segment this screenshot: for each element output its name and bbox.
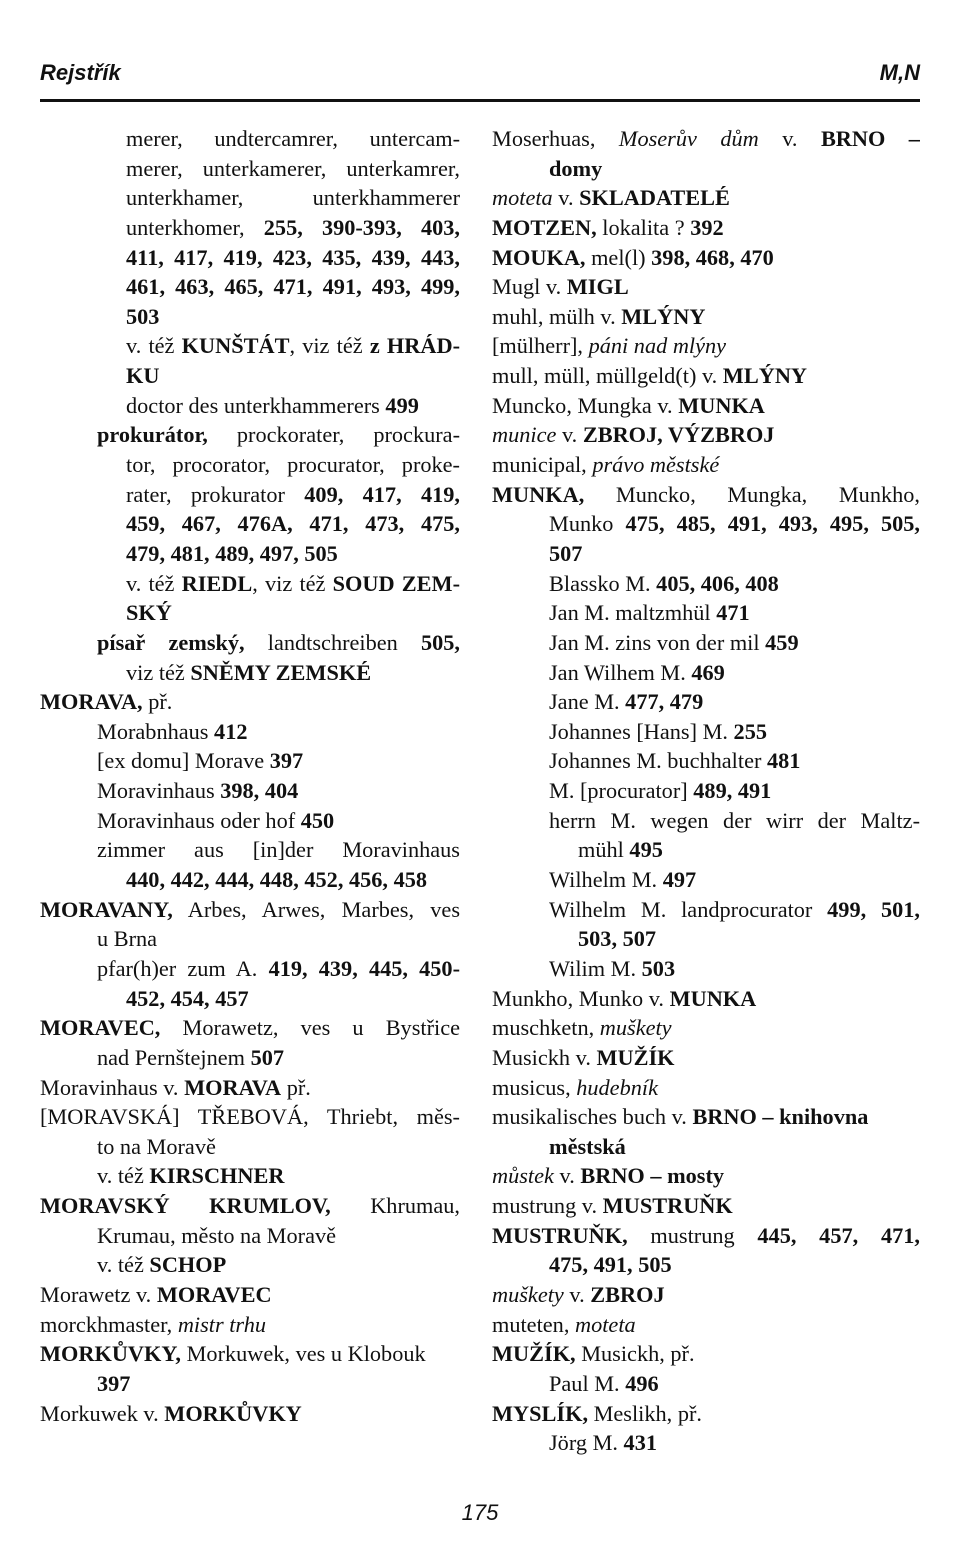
index-line: pfar(h)er zum A. 419, 439, 445, 450- xyxy=(97,955,460,981)
index-line: Johannes M. buchhalter 481 xyxy=(549,748,801,774)
index-column-right xyxy=(492,124,920,1458)
index-line: mustrung v. MUSTRUŇK xyxy=(492,1193,733,1219)
index-line: v. též SCHOP xyxy=(97,1252,227,1278)
index-line: MUŽÍK, Musickh, př. xyxy=(492,1341,695,1367)
index-line: 397 xyxy=(97,1370,131,1396)
index-line: rater, prokurator 409, 417, 419, xyxy=(126,481,460,507)
index-line: Munkho, Munko v. MUNKA xyxy=(492,985,757,1011)
index-line: Jan M. zins von der mil 459 xyxy=(549,629,799,655)
index-line: 411, 417, 419, 423, 435, 439, 443, xyxy=(126,244,460,270)
index-line: [mülherr], páni nad mlýny xyxy=(492,333,727,359)
index-line: 475, 491, 505 xyxy=(549,1252,672,1278)
index-line: 479, 481, 489, 497, 505 xyxy=(126,540,338,566)
index-line: v. též KUNŠTÁT, viz též z HRÁD- xyxy=(126,333,460,359)
index-column-left xyxy=(40,124,460,1428)
index-line: [ex domu] Morave 397 xyxy=(97,748,304,774)
index-line: MOTZEN, lokalita ? 392 xyxy=(492,214,724,240)
index-line: to na Moravě xyxy=(97,1133,216,1159)
index-line: Morawetz v. MORAVEC xyxy=(40,1281,272,1307)
index-line: M. [procurator] 489, 491 xyxy=(549,778,772,804)
index-line: Munko 475, 485, 491, 493, 495, 505, xyxy=(549,511,920,537)
index-line: herrn M. wegen der wirr der Maltz- xyxy=(549,807,920,833)
index-line: mühl 495 xyxy=(578,837,663,863)
index-line: munice v. ZBROJ, VÝZBROJ xyxy=(492,422,775,448)
index-line: doctor des unterkhammerers 499 xyxy=(126,392,419,418)
index-line: v. též KIRSCHNER xyxy=(97,1163,285,1189)
index-line: merer, unterkamerer, unterkamrer, xyxy=(126,155,460,181)
index-line: Moravinhaus oder hof 450 xyxy=(97,807,335,833)
index-line: muschketn, muškety xyxy=(492,1015,672,1041)
index-line: 507 xyxy=(549,540,583,566)
index-line: SKÝ xyxy=(126,600,172,626)
index-line: písař zemský, landtschreiben 505, xyxy=(97,629,460,655)
index-line: městská xyxy=(549,1133,626,1159)
index-line: KU xyxy=(126,363,160,389)
index-line: 459, 467, 476A, 471, 473, 475, xyxy=(126,511,460,537)
index-line: Moravinhaus 398, 404 xyxy=(97,778,299,804)
index-line: unterkhomer, 255, 390-393, 403, xyxy=(126,214,460,240)
index-line: MORKŮVKY, Morkuwek, ves u Klobouk xyxy=(40,1341,426,1367)
index-line: 452, 454, 457 xyxy=(126,985,249,1011)
index-line: musicus, hudebník xyxy=(492,1074,658,1100)
index-line: muškety v. ZBROJ xyxy=(492,1281,665,1307)
index-line: MORAVANY, Arbes, Arwes, Marbes, ves xyxy=(40,896,460,922)
page-number: 175 xyxy=(461,1500,499,1525)
index-line: Wilhelm M. landprocurator 499, 501, xyxy=(549,896,920,922)
index-line: 503 xyxy=(126,303,160,329)
index-line: Jan Wilhem M. 469 xyxy=(549,659,725,685)
index-line: Morabnhaus 412 xyxy=(97,718,248,744)
index-line: muhl, mülh v. MLÝNY xyxy=(492,303,706,329)
running-header-left: Rejstřík xyxy=(40,60,121,85)
index-line: Blassko M. 405, 406, 408 xyxy=(549,570,779,596)
index-line: Wilhelm M. 497 xyxy=(549,867,697,893)
index-line: Johannes [Hans] M. 255 xyxy=(549,718,767,744)
index-line: můstek v. BRNO – mosty xyxy=(492,1163,725,1189)
index-line: unterkhamer, unterkhammerer xyxy=(126,185,460,211)
index-line: domy xyxy=(549,155,603,181)
index-line: municipal, právo městské xyxy=(492,452,720,478)
index-line: [MORAVSKÁ] TŘEBOVÁ, Thriebt, měs- xyxy=(40,1104,460,1130)
index-line: 503, 507 xyxy=(578,926,657,952)
running-header-right: M,N xyxy=(879,60,920,85)
index-line: Musickh v. MUŽÍK xyxy=(492,1044,675,1070)
index-line: nad Pernštejnem 507 xyxy=(97,1044,285,1070)
header-rule xyxy=(40,99,920,102)
index-line: Morkuwek v. MORKŮVKY xyxy=(40,1400,302,1426)
index-line: moteta v. SKLADATELÉ xyxy=(492,185,730,211)
index-line: merer, undtercamrer, untercam- xyxy=(126,126,460,151)
index-line: Jörg M. 431 xyxy=(549,1430,657,1456)
index-line: tor, procorator, procurator, proke- xyxy=(126,452,460,478)
index-line: Moravinhaus v. MORAVA př. xyxy=(40,1074,311,1100)
index-line: Moserhuas, Moserův dům v. BRNO – xyxy=(492,126,920,151)
index-line: Mugl v. MIGL xyxy=(492,274,629,300)
index-line: MORAVA, př. xyxy=(40,689,173,715)
index-line: prokurátor, prockorater, prockura- xyxy=(97,422,460,448)
index-line: Paul M. 496 xyxy=(549,1370,659,1396)
index-line: MORAVSKÝ KRUMLOV, Khrumau, xyxy=(40,1193,460,1219)
index-line: musikalisches buch v. BRNO – knihovna xyxy=(492,1104,869,1130)
index-line: zimmer aus [in]der Moravinhaus xyxy=(97,837,460,863)
index-line: v. též RIEDL, viz též SOUD ZEM- xyxy=(126,570,460,596)
index-line: MYSLÍK, Meslikh, př. xyxy=(492,1400,702,1426)
index-line: Jan M. maltzmhül 471 xyxy=(549,600,750,626)
index-line: MUNKA, Muncko, Mungka, Munkho, xyxy=(492,481,920,507)
index-line: mull, müll, müllgeld(t) v. MLÝNY xyxy=(492,363,808,389)
index-line: Krumau, město na Moravě xyxy=(97,1222,337,1248)
index-line: MORAVEC, Morawetz, ves u Bystřice xyxy=(40,1015,460,1041)
index-line: u Brna xyxy=(97,926,158,952)
index-line: MOUKA, mel(l) 398, 468, 470 xyxy=(492,244,774,270)
index-line: Muncko, Mungka v. MUNKA xyxy=(492,392,765,418)
index-line: 440, 442, 444, 448, 452, 456, 458 xyxy=(126,867,428,893)
index-line: 461, 463, 465, 471, 491, 493, 499, xyxy=(126,274,460,300)
index-line: viz též SNĚMY ZEMSKÉ xyxy=(126,659,372,685)
index-line: muteten, moteta xyxy=(492,1311,636,1337)
index-line: MUSTRUŇK, mustrung 445, 457, 471, xyxy=(492,1222,920,1248)
index-line: morckhmaster, mistr trhu xyxy=(40,1311,266,1337)
index-line: Wilim M. 503 xyxy=(549,955,676,981)
index-line: Jane M. 477, 479 xyxy=(549,689,704,715)
